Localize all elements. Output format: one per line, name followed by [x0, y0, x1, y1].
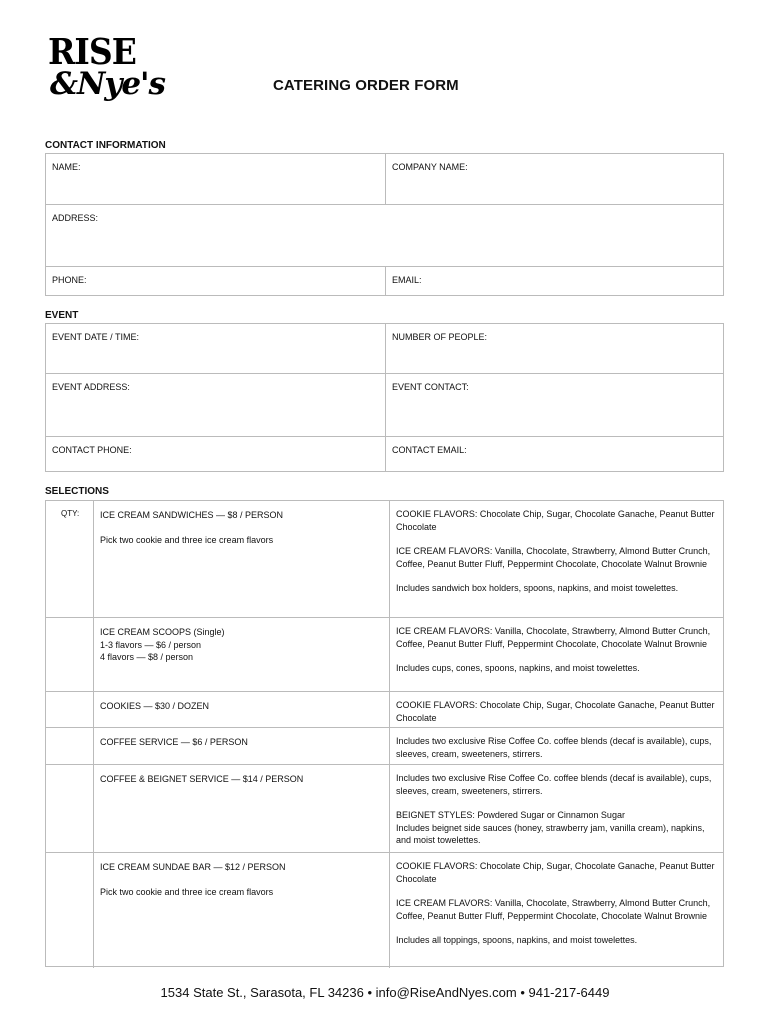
phone-field-label: PHONE:: [52, 275, 87, 285]
event-address-field[interactable]: [46, 374, 385, 436]
desc-includes: Includes all toppings, spoons, napkins, and moist towelettes.: [396, 935, 638, 945]
desc-beignet-styles: BEIGNET STYLES: Powdered Sugar or Cinnamon Sugar Includes beignet side sauces (honey, strawberry jam, vanilla cream), napkins, and moist towelettes.: [396, 810, 705, 845]
item-title: ICE CREAM SUNDAE BAR — $12 / PERSON: [100, 862, 286, 872]
contact-info-box: [45, 153, 724, 296]
event-address-label: EVENT ADDRESS:: [52, 382, 130, 392]
selection-row-sundae-bar: [46, 853, 723, 968]
address-field[interactable]: [46, 205, 723, 266]
selection-item: [94, 618, 390, 691]
contact-phone-field[interactable]: [46, 437, 385, 471]
selection-row-coffee-beignet: [46, 765, 723, 853]
name-field-label: NAME:: [52, 162, 81, 172]
logo-line-nyes: &Nye's: [50, 66, 166, 102]
name-field[interactable]: [46, 154, 385, 204]
selection-description: [390, 765, 723, 852]
number-of-people-field[interactable]: [385, 324, 723, 373]
event-contact-field[interactable]: [385, 374, 723, 436]
selection-row-ice-cream-scoops: [46, 618, 723, 692]
brand-logo: [48, 30, 166, 102]
selection-description: [390, 853, 723, 968]
selection-item: [94, 501, 390, 617]
item-title: ICE CREAM SANDWICHES — $8 / PERSON: [100, 510, 284, 520]
selections-table: [45, 500, 724, 967]
item-price-2: 4 flavors — $8 / person: [100, 652, 194, 662]
desc-includes: Includes two exclusive Rise Coffee Co. coffee blends (decaf is available), cups, sleeves, cream, sweeteners, stirrers.: [396, 773, 712, 796]
event-contact-label: EVENT CONTACT:: [392, 382, 469, 392]
desc-ice-cream-flavors: ICE CREAM FLAVORS: Vanilla, Chocolate, Strawberry, Almond Butter Crunch, Coffee, Peanut Butter Fluff, Peppermint Chocolate, Chocolate Walnut Brownie: [396, 626, 711, 649]
event-date-time-field[interactable]: [46, 324, 385, 373]
event-section-heading: EVENT: [45, 310, 79, 321]
qty-field[interactable]: [46, 692, 94, 727]
company-name-field[interactable]: [385, 154, 723, 204]
qty-label: QTY:: [61, 509, 80, 518]
item-title: COFFEE & BEIGNET SERVICE — $14 / PERSON: [100, 774, 304, 784]
qty-field[interactable]: [46, 501, 94, 617]
event-date-time-label: EVENT DATE / TIME:: [52, 332, 140, 342]
desc-ice-cream-flavors: ICE CREAM FLAVORS: Vanilla, Chocolate, Strawberry, Almond Butter Crunch, Coffee, Peanut Butter Fluff, Peppermint Chocolate, Chocolate Walnut Brownie: [396, 546, 711, 569]
selection-row-cookies: [46, 692, 723, 728]
contact-email-field[interactable]: [385, 437, 723, 471]
event-info-box: [45, 323, 724, 472]
desc-includes: Includes sandwich box holders, spoons, napkins, and moist towelettes.: [396, 583, 679, 593]
item-title: ICE CREAM SCOOPS (Single): [100, 627, 225, 637]
event-row-address: [46, 374, 723, 437]
contact-row-name: [46, 154, 723, 205]
email-field[interactable]: [385, 267, 723, 295]
contact-email-label: CONTACT EMAIL:: [392, 445, 467, 455]
contact-row-phone: [46, 267, 723, 295]
qty-field[interactable]: [46, 765, 94, 852]
desc-cookie-flavors: COOKIE FLAVORS: Chocolate Chip, Sugar, Chocolate Ganache, Peanut Butter Chocolate: [396, 700, 715, 723]
company-name-field-label: COMPANY NAME:: [392, 162, 468, 172]
desc-includes: Includes cups, cones, spoons, napkins, and moist towelettes.: [396, 663, 640, 673]
selection-row-ice-cream-sandwiches: [46, 501, 723, 618]
item-price-1: 1-3 flavors — $6 / person: [100, 639, 202, 650]
selections-section-heading: SELECTIONS: [45, 486, 109, 497]
item-title: COFFEE SERVICE — $6 / PERSON: [100, 737, 248, 747]
contact-phone-label: CONTACT PHONE:: [52, 445, 132, 455]
selection-row-coffee-service: [46, 728, 723, 765]
event-row-date: [46, 324, 723, 374]
footer-contact-line: 1534 State St., Sarasota, FL 34236 • info@RiseAndNyes.com • 941-217-6449: [160, 985, 610, 1000]
number-of-people-label: NUMBER OF PEOPLE:: [392, 332, 488, 342]
item-title: COOKIES — $30 / DOZEN: [100, 701, 210, 711]
contact-section-heading: CONTACT INFORMATION: [45, 140, 166, 151]
address-field-label: ADDRESS:: [52, 213, 99, 223]
contact-row-address: [46, 205, 723, 267]
selection-item: [94, 728, 390, 764]
selection-item: [94, 765, 390, 852]
selection-description: [390, 501, 723, 617]
event-row-contact: [46, 437, 723, 471]
desc-ice-cream-flavors: ICE CREAM FLAVORS: Vanilla, Chocolate, Strawberry, Almond Butter Crunch, Coffee, Peanut Butter Fluff, Peppermint Chocolate, Chocolate Walnut Brownie: [396, 898, 711, 921]
form-title: CATERING ORDER FORM: [273, 77, 459, 94]
desc-cookie-flavors: COOKIE FLAVORS: Chocolate Chip, Sugar, Chocolate Ganache, Peanut Butter Chocolate: [396, 509, 715, 532]
logo-line-rise: RISE: [48, 30, 136, 73]
qty-field[interactable]: [46, 618, 94, 691]
selection-item: [94, 692, 390, 727]
qty-field[interactable]: [46, 853, 94, 968]
email-field-label: EMAIL:: [392, 275, 422, 285]
desc-cookie-flavors: COOKIE FLAVORS: Chocolate Chip, Sugar, Chocolate Ganache, Peanut Butter Chocolate: [396, 861, 715, 884]
selection-description: [390, 618, 723, 691]
item-note: Pick two cookie and three ice cream flavors: [100, 886, 274, 897]
phone-field[interactable]: [46, 267, 385, 295]
item-note: Pick two cookie and three ice cream flavors: [100, 534, 274, 545]
qty-field[interactable]: [46, 728, 94, 764]
desc-includes: Includes two exclusive Rise Coffee Co. coffee blends (decaf is available), cups, sleeves, cream, sweeteners, stirrers.: [396, 736, 712, 759]
selection-item: [94, 853, 390, 968]
selection-description: [390, 692, 723, 727]
selection-description: [390, 728, 723, 764]
